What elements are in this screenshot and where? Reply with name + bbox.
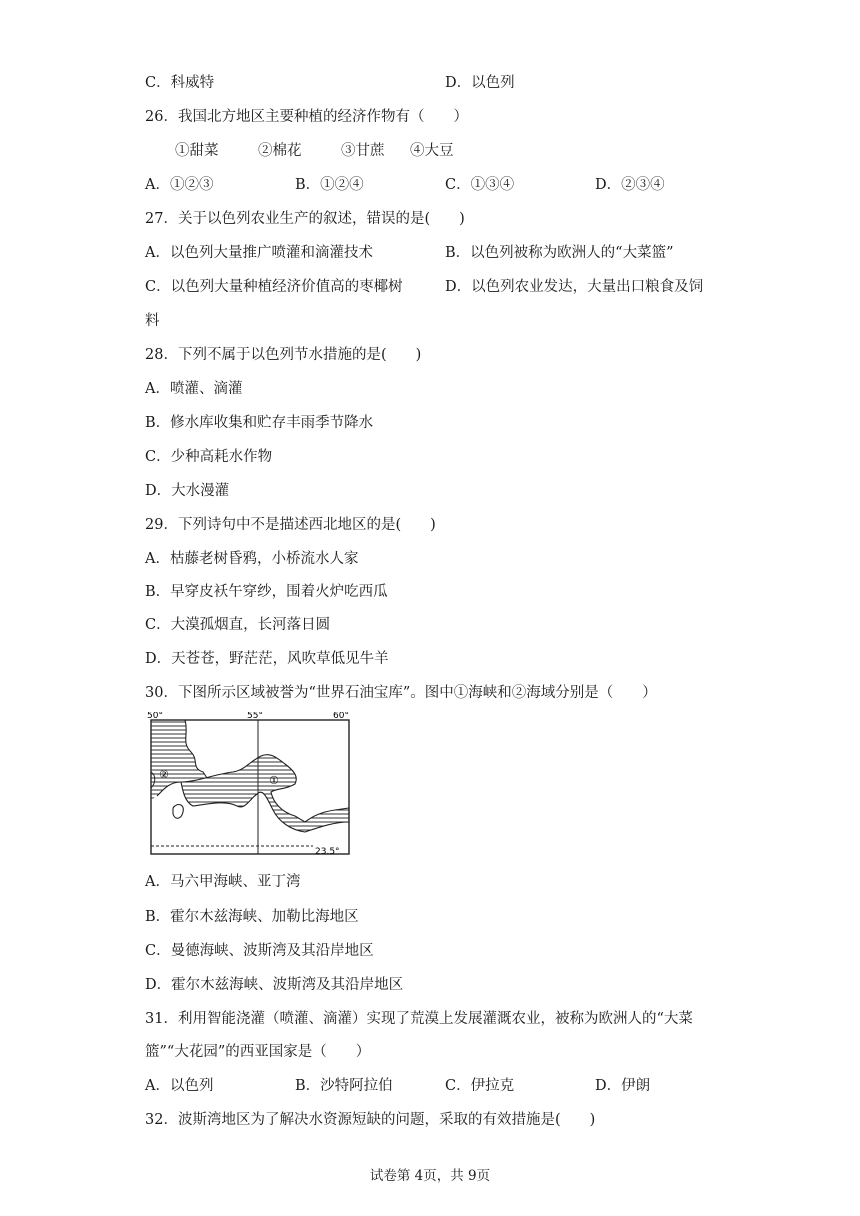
- map-lat-label: 23.5°: [315, 847, 340, 857]
- q29-option-c: C．大漠孤烟直，长河落日圆: [145, 617, 331, 633]
- q29-option-d: D．天苍苍，野茫茫，风吹草低见牛羊: [145, 651, 389, 667]
- q27-option-d-continued: 料: [145, 313, 160, 329]
- q31-stem-continued: 篮”“大花园”的西亚国家是（ ）: [145, 1044, 371, 1060]
- q28-option-b: B．修水库收集和贮存丰雨季节降水: [145, 415, 374, 431]
- map-marker-2: ②: [159, 768, 169, 781]
- q28-option-c: C．少种高耗水作物: [145, 449, 273, 465]
- map-lon-label-55: 55°: [247, 712, 263, 721]
- q27-option-d: D．以色列农业发达，大量出口粮食及饲: [445, 279, 704, 295]
- q25-option-d: D．以色列: [445, 75, 515, 91]
- q26-option-b: B．①②④: [295, 177, 364, 193]
- q31-option-b: B．沙特阿拉伯: [295, 1078, 393, 1094]
- q32-stem: 32．波斯湾地区为了解决水资源短缺的问题，采取的有效措施是( ): [145, 1112, 596, 1128]
- q30-option-b: B．霍尔木兹海峡、加勒比海地区: [145, 909, 359, 925]
- gulf-area: [181, 755, 349, 832]
- q26-option-c: C．①③④: [445, 177, 515, 193]
- q27-option-a: A．以色列大量推广喷灌和滴灌技术: [145, 245, 373, 261]
- q27-stem: 27．关于以色列农业生产的叙述，错误的是( ): [145, 211, 465, 227]
- q31-option-a: A．以色列: [145, 1078, 214, 1094]
- q30-option-c: C．曼德海峡、波斯湾及其沿岸地区: [145, 943, 374, 959]
- persian-gulf-map: [145, 712, 355, 858]
- map-marker-1: ①: [269, 774, 279, 787]
- q27-option-c: C．以色列大量种植经济价值高的枣椰树: [145, 279, 403, 295]
- q26-item-4: ④大豆: [410, 143, 454, 159]
- q28-option-a: A．喷灌、滴灌: [145, 381, 243, 397]
- q26-item-2: ②棉花: [258, 143, 302, 159]
- q31-option-c: C．伊拉克: [445, 1078, 515, 1094]
- q28-option-d: D．大水漫灌: [145, 483, 230, 499]
- q26-item-1: ①甜菜: [175, 143, 219, 159]
- q26-option-a: A．①②③: [145, 177, 214, 193]
- q28-stem: 28．下列不属于以色列节水措施的是( ): [145, 347, 422, 363]
- q26-stem: 26．我国北方地区主要种植的经济作物有（ ）: [145, 109, 468, 125]
- page-footer: 试卷第 4页，共 9页: [369, 1168, 491, 1184]
- map-lon-label-50: 50°: [147, 712, 163, 721]
- q26-item-3: ③甘蔗: [341, 143, 385, 159]
- q29-option-b: B．早穿皮袄午穿纱，围着火炉吃西瓜: [145, 584, 388, 600]
- q31-stem: 31．利用智能浇灌（喷灌、滴灌）实现了荒漠上发展灌溉农业，被称为欧洲人的“大菜: [145, 1011, 693, 1027]
- map-lon-label-60: 60°: [333, 712, 349, 721]
- q29-stem: 29．下列诗句中不是描述西北地区的是( ): [145, 517, 436, 533]
- q30-option-d: D．霍尔木兹海峡、波斯湾及其沿岸地区: [145, 977, 404, 993]
- peninsula-shape: [173, 805, 183, 819]
- q29-option-a: A．枯藤老树昏鸦，小桥流水人家: [145, 551, 359, 567]
- q25-option-c: C．科威特: [145, 75, 215, 91]
- q30-stem: 30．下图所示区域被誉为“世界石油宝库”。图中①海峡和②海域分别是（ ）: [145, 685, 657, 701]
- q27-option-b: B．以色列被称为欧洲人的“大菜篮”: [445, 245, 674, 261]
- q31-option-d: D．伊朗: [595, 1078, 651, 1094]
- q26-option-d: D．②③④: [595, 177, 665, 193]
- q30-option-a: A．马六甲海峡、亚丁湾: [145, 874, 301, 890]
